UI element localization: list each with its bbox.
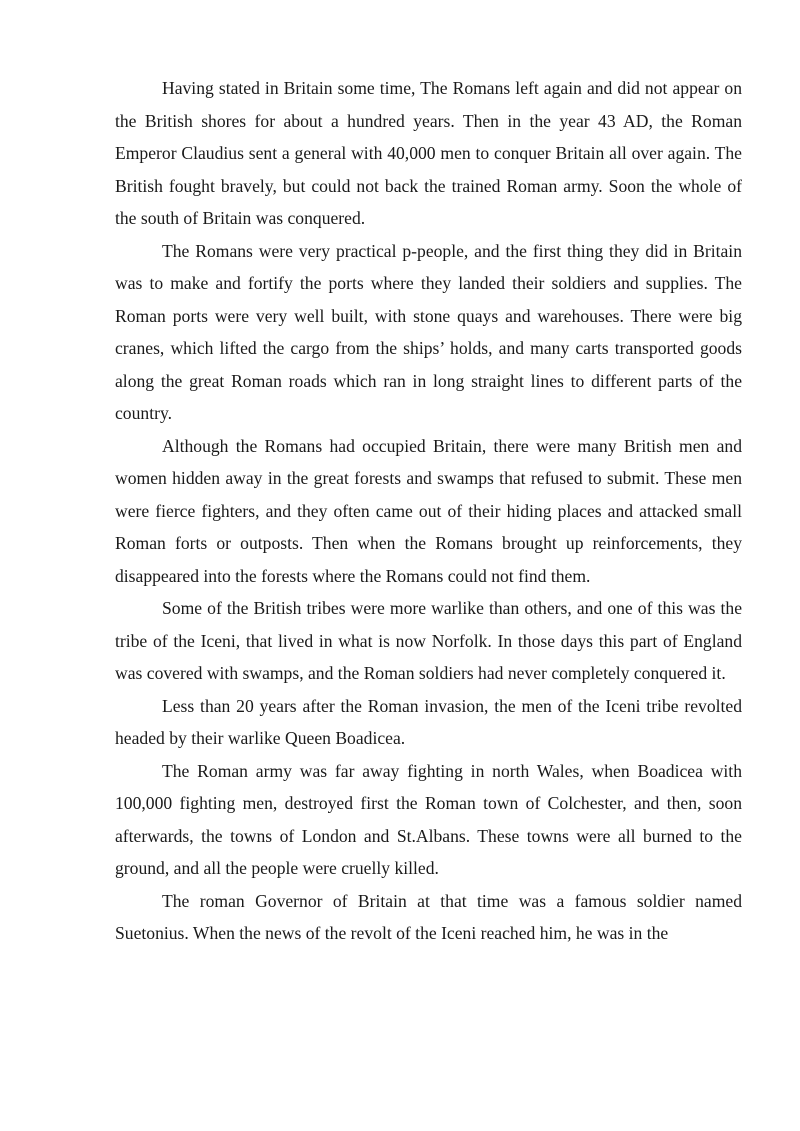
paragraph-2: The Romans were very practical p-people, and the first thing they did in Britain was to make and fortify the ports where they landed their soldiers and supplies. The Roman ports were very well built, with stone quays and warehouses. There were big cranes, which lifted the cargo from the ships’ holds, and many carts transported goods along the great Roman roads which ran in long straight lines to different parts of the country. (115, 240, 742, 423)
paragraph-6: The Roman army was far away fighting in north Wales, when Boadicea with 100,000 fighting men, destroyed first the Roman town of Colchester, and then, soon afterwards, the towns of London and St.Albans. These towns were all burned to the ground, and all the people were cruelly killed. (115, 760, 742, 878)
paragraph-1: Having stated in Britain some time, The Romans left again and did not appear on the British shores for about a hundred years. Then in the year 43 AD, the Roman Emperor Claudius sent a general with 40,000 men to conquer Britain all over again. The British fought bravely, but could not back the trained Roman army. Soon the whole of the south of Britain was conquered. (115, 78, 742, 228)
paragraph-4: Some of the British tribes were more warlike than others, and one of this was the tribe of the Iceni, that lived in what is now Norfolk. In those days this part of England was covered with swamps, and the Roman soldiers had never completely conquered it. (115, 598, 742, 683)
body-text (115, 72, 742, 950)
paragraph-3: Although the Romans had occupied Britain, there were many British men and women hidden away in the great forests and swamps that refused to submit. These men were fierce fighters, and they often came out of their hiding places and attacked small Roman forts or outposts. Then when the Romans brought up reinforcements, they disappeared into the forests where the Romans could not find them. (115, 435, 742, 586)
paragraph-7: The roman Governor of Britain at that time was a famous soldier named Suetonius. When the news of the revolt of the Iceni reached him, he was in the (115, 890, 742, 943)
paragraph-5: Less than 20 years after the Roman invasion, the men of the Iceni tribe revolted headed by their warlike Queen Boadicea. (115, 695, 742, 748)
